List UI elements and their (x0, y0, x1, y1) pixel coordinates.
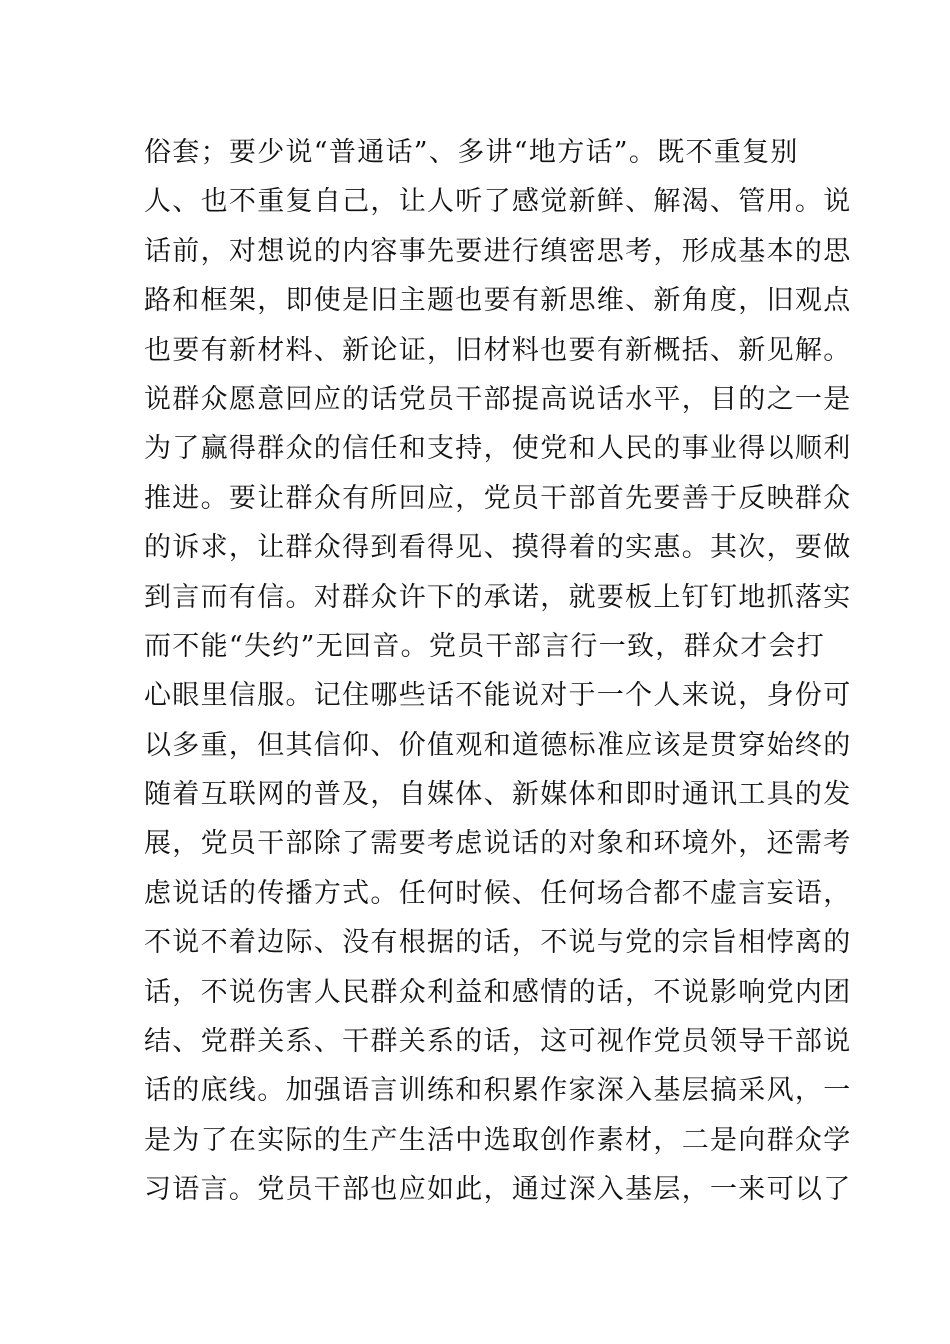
text-line: 路和框架，即使是旧主题也要有新思维、新角度，旧观点 (144, 285, 852, 317)
text-line: 也要有新材料、新论证，旧材料也要有新概括、新见解。 (144, 334, 852, 366)
text-line: 俗套；要少说“普通话”、多讲“地方话”。既不重复别 (144, 137, 799, 168)
text-line: 推进。要让群众有所回应，党员干部首先要善于反映群众 (144, 482, 852, 514)
text-line: 虑说话的传播方式。任何时候、任何场合都不虚言妄语， (144, 877, 852, 909)
text-line: 人、也不重复自己，让人听了感觉新鲜、解渴、管用。说 (144, 186, 852, 218)
text-line: 话的底线。加强语言训练和积累作家深入基层搞采风，一 (144, 1075, 852, 1107)
text-line: 结、党群关系、干群关系的话，这可视作党员领导干部说 (144, 1026, 852, 1058)
text-line: 说群众愿意回应的话党员干部提高说话水平，目的之一是 (144, 383, 852, 415)
text-line: 不说不着边际、没有根据的话，不说与党的宗旨相悖离的 (144, 927, 852, 959)
body-text (144, 128, 852, 1215)
text-line: 而不能“失约”无回音。党员干部言行一致，群众才会打 (144, 630, 826, 662)
text-line: 以多重，但其信仰、价值观和道德标准应该是贯穿始终的 (144, 729, 852, 761)
text-line: 话前，对想说的内容事先要进行缜密思考，形成基本的思 (144, 235, 852, 267)
text-line: 习语言。党员干部也应如此，通过深入基层，一来可以了 (144, 1174, 852, 1206)
text-line: 话，不说伤害人民群众利益和感情的话，不说影响党内团 (144, 976, 852, 1008)
text-line: 随着互联网的普及，自媒体、新媒体和即时通讯工具的发 (144, 779, 852, 811)
text-line: 到言而有信。对群众许下的承诺，就要板上钉钉地抓落实 (144, 581, 852, 613)
text-line: 是为了在实际的生产生活中选取创作素材，二是向群众学 (144, 1124, 852, 1156)
text-line: 心眼里信服。记住哪些话不能说对于一个人来说，身份可 (144, 680, 852, 712)
text-line: 的诉求，让群众得到看得见、摸得着的实惠。其次，要做 (144, 532, 852, 564)
text-line: 展，党员干部除了需要考虑说话的对象和环境外，还需考 (144, 828, 852, 860)
text-line: 为了赢得群众的信任和支持，使党和人民的事业得以顺利 (144, 433, 852, 465)
